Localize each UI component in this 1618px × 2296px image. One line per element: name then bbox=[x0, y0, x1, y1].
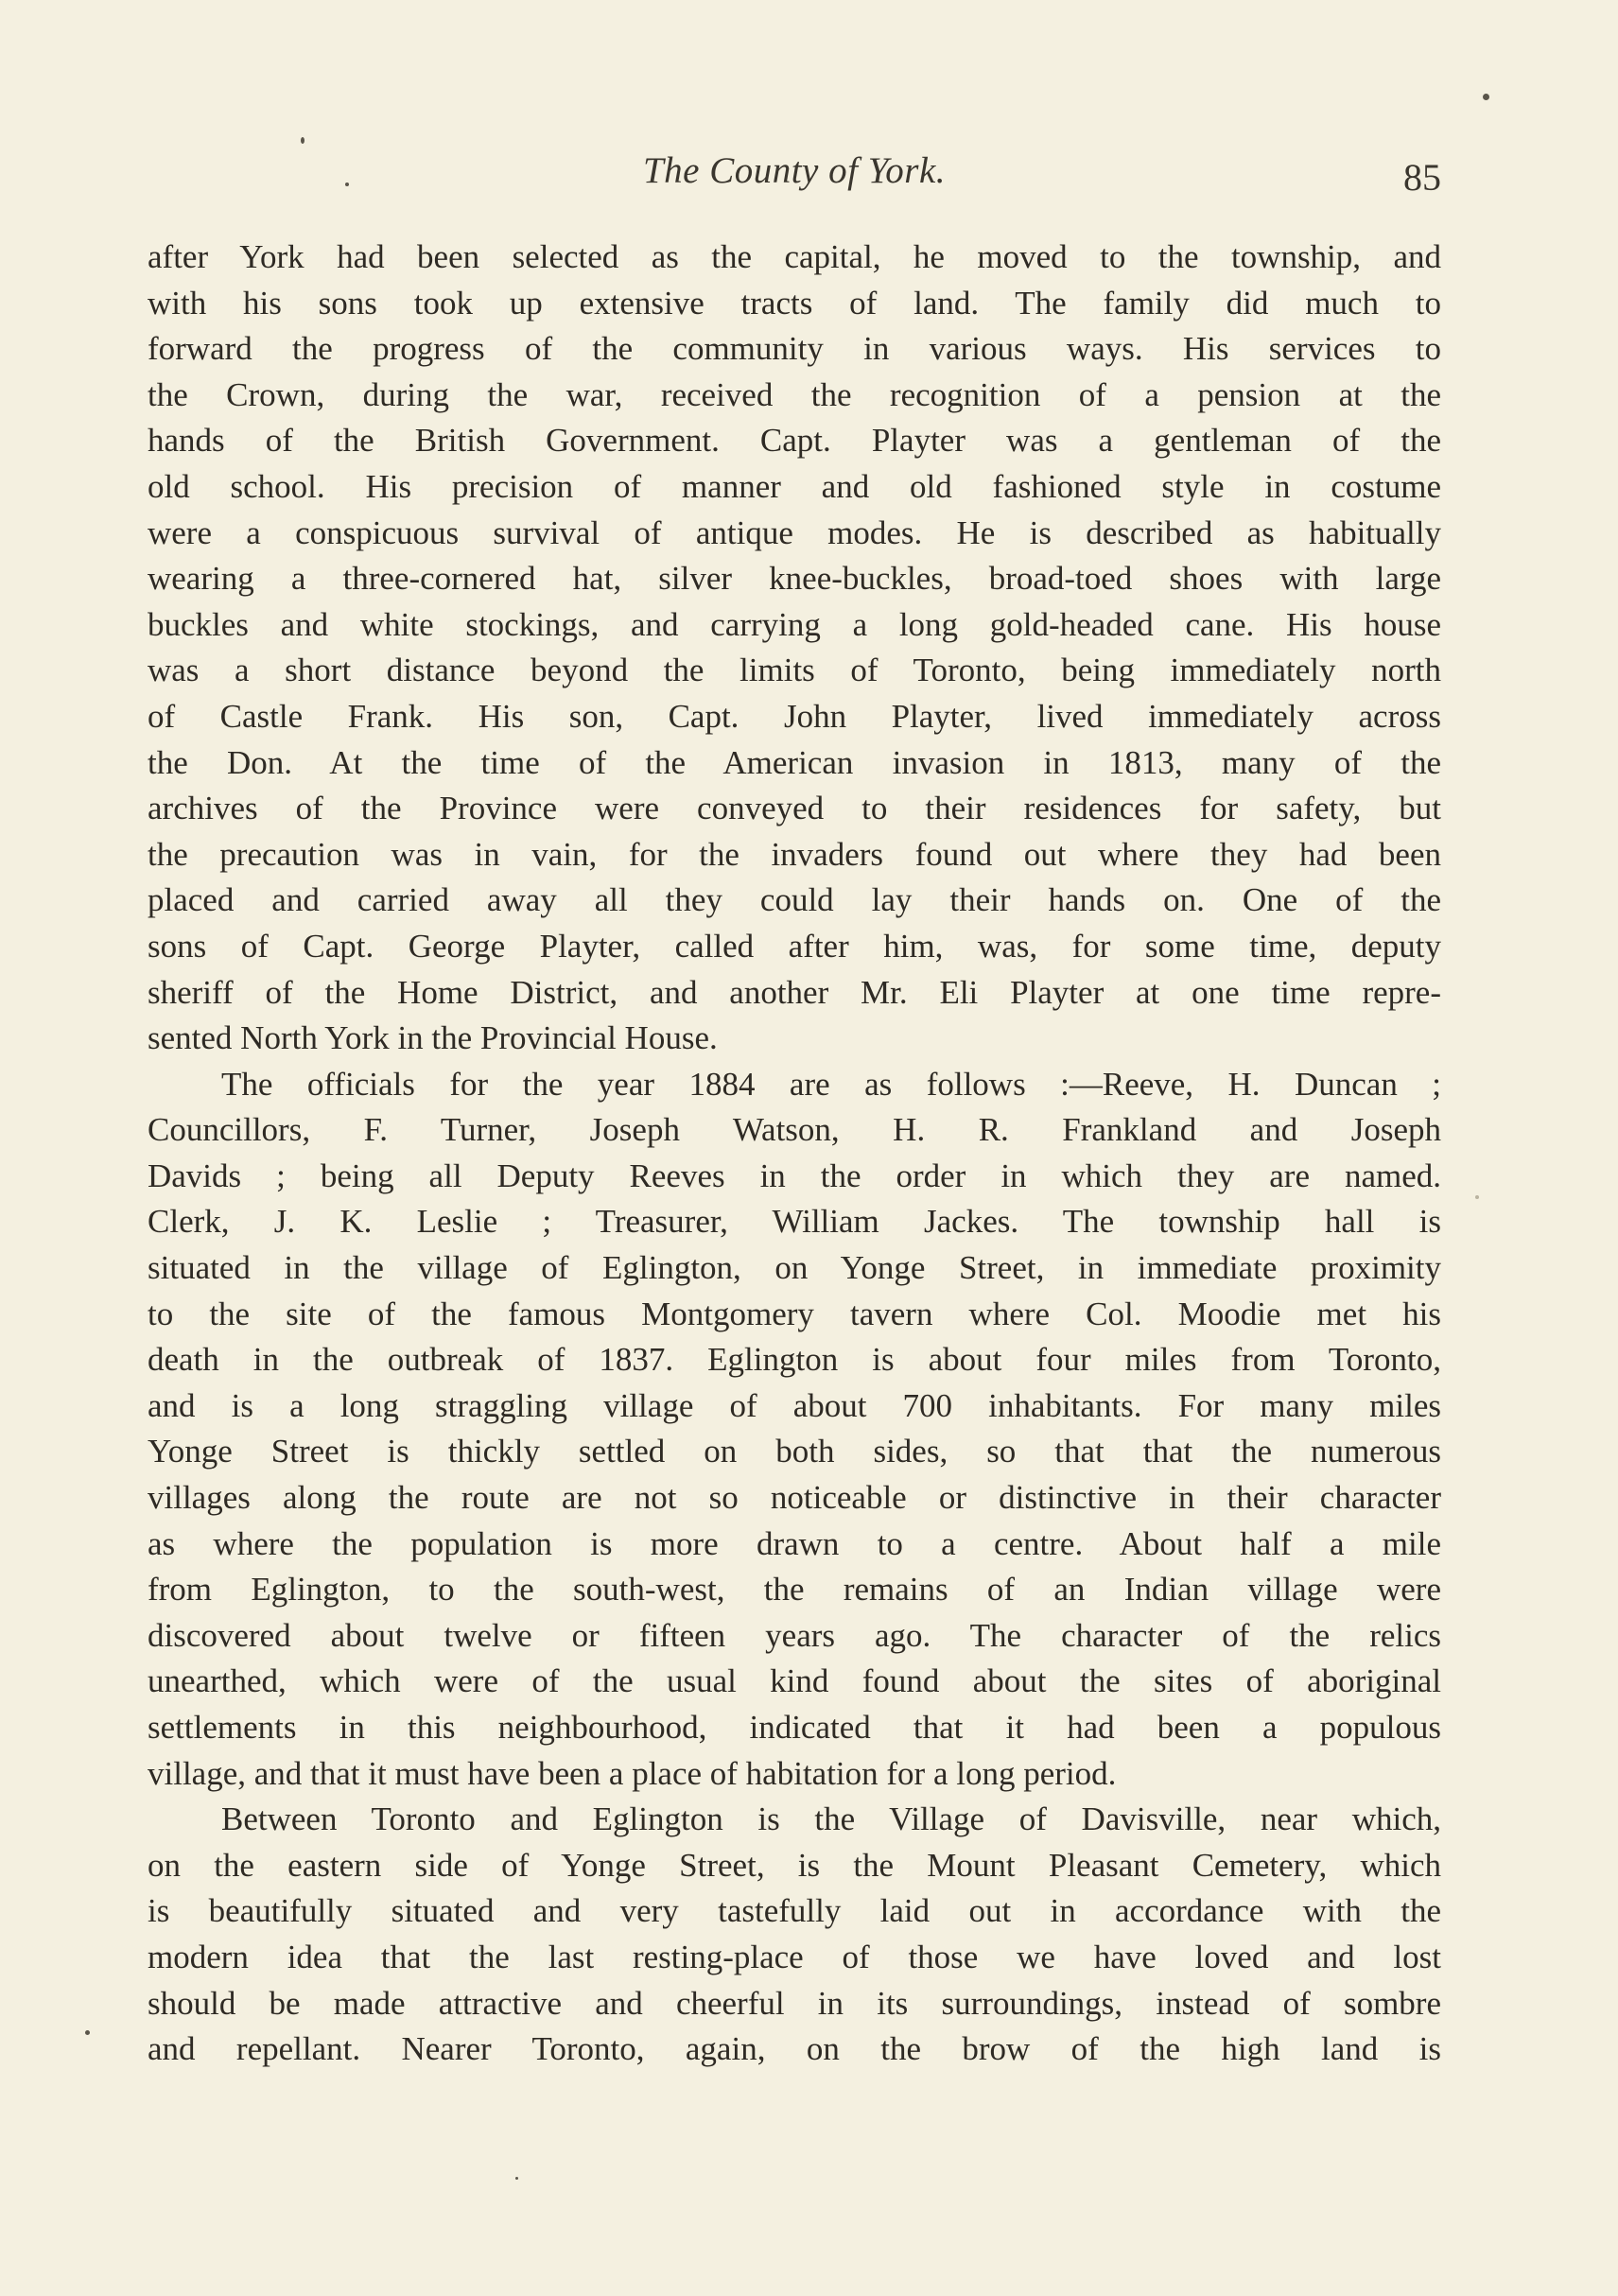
text-line: the Don. At the time of the American invasion in 1813, many of the bbox=[148, 743, 1441, 781]
page-number: 85 bbox=[1403, 156, 1441, 199]
text-line: were a conspicuous survival of antique modes. He is described as habitually bbox=[148, 513, 1441, 551]
paragraph bbox=[148, 1062, 1441, 1798]
text-line: placed and carried away all they could lay their hands on. One of the bbox=[148, 881, 1441, 919]
text-line: of Castle Frank. His son, Capt. John Playter, lived immediately across bbox=[148, 697, 1441, 735]
running-head bbox=[148, 142, 1441, 208]
body-text bbox=[148, 235, 1441, 2073]
text-line: Davids ; being all Deputy Reeves in the order in which they are named. bbox=[148, 1157, 1441, 1194]
text-line: archives of the Province were conveyed to their residences for safety, but bbox=[148, 790, 1441, 827]
text-line: the Crown, during the war, received the recognition of a pension at the bbox=[148, 375, 1441, 413]
text-line: the precaution was in vain, for the invaders found out where they had been bbox=[148, 835, 1441, 873]
text-line: Yonge Street is thickly settled on both sides, so that that the numerous bbox=[148, 1433, 1441, 1470]
text-line: as where the population is more drawn to a centre. About half a mile bbox=[148, 1524, 1441, 1562]
text-line: villages along the route are not so noticeable or distinctive in their character bbox=[148, 1479, 1441, 1517]
text-line: is beautifully situated and very tastefully laid out in accordance with the bbox=[148, 1892, 1441, 1930]
text-line: to the site of the famous Montgomery tavern where Col. Moodie met his bbox=[148, 1295, 1441, 1332]
text-line: Clerk, J. K. Leslie ; Treasurer, William Jackes. The township hall is bbox=[148, 1203, 1441, 1241]
text-line: hands of the British Government. Capt. Playter was a gentleman of the bbox=[148, 422, 1441, 460]
text-line: old school. His precision of manner and old fashioned style in costume bbox=[148, 467, 1441, 505]
text-line: death in the outbreak of 1837. Eglington is about four miles from Toronto, bbox=[148, 1341, 1441, 1379]
text-line: village, and that it must have been a place of habitation for a long period. bbox=[148, 1754, 1117, 1792]
text-line: sented North York in the Provincial House. bbox=[148, 1019, 718, 1057]
running-title: The County of York. bbox=[642, 150, 947, 191]
text-line: sons of Capt. George Playter, called after him, was, for some time, deputy bbox=[148, 927, 1441, 965]
text-line: after York had been selected as the capital, he moved to the township, and bbox=[148, 238, 1441, 275]
text-line: forward the progress of the community in various ways. His services to bbox=[148, 330, 1441, 368]
text-line: on the eastern side of Yonge Street, is the Mount Pleasant Cemetery, which bbox=[148, 1846, 1441, 1884]
text-line: settlements in this neighbourhood, indicated that it had been a populous bbox=[148, 1709, 1441, 1746]
paragraph bbox=[148, 1797, 1441, 2073]
text-line: discovered about twelve or fifteen years ago. The character of the relics bbox=[148, 1616, 1441, 1654]
text-line: Councillors, F. Turner, Joseph Watson, H. R. Frankland and Joseph bbox=[148, 1111, 1441, 1149]
text-line: and is a long straggling village of about 700 inhabitants. For many miles bbox=[148, 1386, 1441, 1424]
text-line: Between Toronto and Eglington is the Village of Davisville, near which, bbox=[221, 1800, 1441, 1838]
paper-speck bbox=[85, 2030, 90, 2035]
text-line: situated in the village of Eglington, on Yonge Street, in immediate proximity bbox=[148, 1249, 1441, 1287]
text-line: with his sons took up extensive tracts of land. The family did much to bbox=[148, 284, 1441, 322]
text-line: wearing a three-cornered hat, silver knee-buckles, broad-toed shoes with large bbox=[148, 560, 1441, 598]
text-line: from Eglington, to the south-west, the remains of an Indian village were bbox=[148, 1571, 1441, 1609]
text-line: buckles and white stockings, and carrying a long gold-headed cane. His house bbox=[148, 605, 1441, 643]
text-line: modern idea that the last resting-place of those we have loved and lost bbox=[148, 1938, 1441, 1975]
paper-speck bbox=[1483, 94, 1489, 100]
text-line: should be made attractive and cheerful in its surroundings, instead of sombre bbox=[148, 1984, 1441, 2022]
paper-speck bbox=[1475, 1195, 1479, 1199]
paragraph bbox=[148, 235, 1441, 1062]
text-line: was a short distance beyond the limits of Toronto, being immediately north bbox=[148, 652, 1441, 689]
text-line: unearthed, which were of the usual kind found about the sites of aboriginal bbox=[148, 1662, 1441, 1700]
text-line: sheriff of the Home District, and another Mr. Eli Playter at one time repre- bbox=[148, 973, 1441, 1011]
text-line: and repellant. Nearer Toronto, again, on the brow of the high land is bbox=[148, 2030, 1441, 2068]
paper-speck bbox=[515, 2177, 518, 2180]
text-line: The officials for the year 1884 are as follows :—Reeve, H. Duncan ; bbox=[221, 1065, 1441, 1103]
